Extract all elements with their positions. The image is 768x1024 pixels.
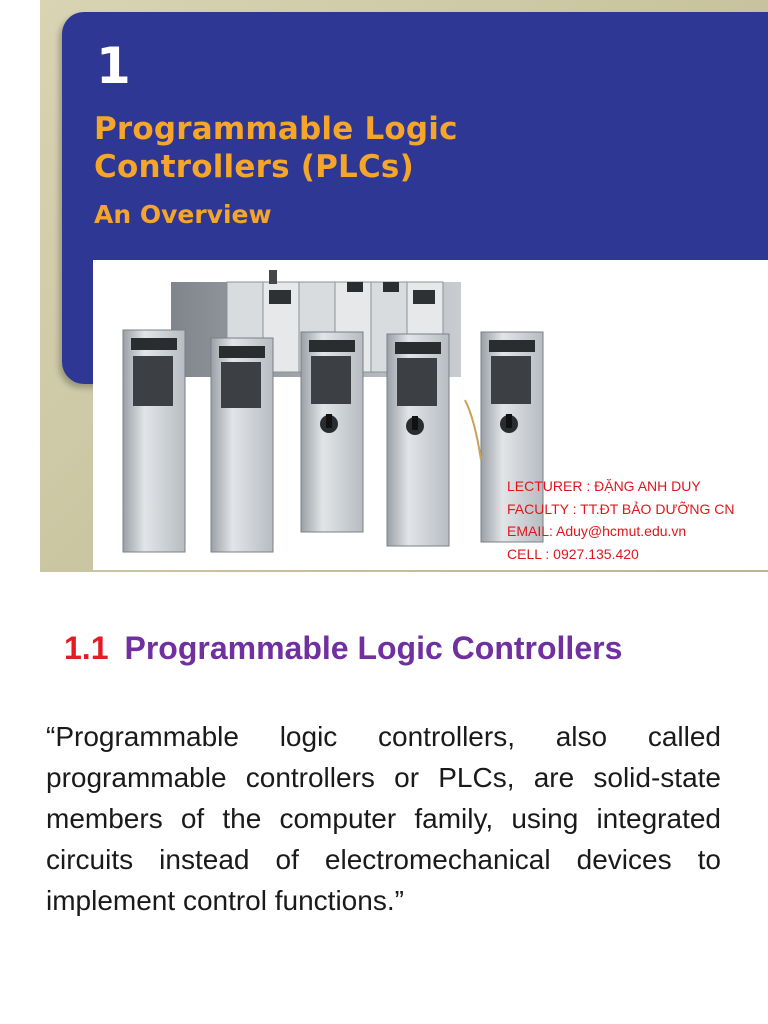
lecturer-name: LECTURER : ĐẶNG ANH DUY — [507, 478, 701, 494]
section-heading — [64, 626, 622, 670]
chapter-title-line-2: Controllers (PLCs) — [94, 149, 414, 185]
lecturer-faculty: FACULTY : TT.ĐT BẢO DƯỠNG CN — [507, 500, 735, 517]
body-quote: “Programmable logic controllers, also called programmable controllers or PLCs, are solid-state members of the computer family, using integrated circuits instead of electromechanical devices to implement control functions.” — [46, 721, 721, 916]
section-number: 1.1 — [64, 630, 109, 666]
chapter-subtitle: An Overview — [94, 200, 272, 229]
lecturer-info — [507, 475, 735, 565]
lecturer-cell: CELL : 0927.135.420 — [507, 545, 639, 562]
plc-module-3 — [301, 332, 363, 532]
lecturer-email: EMAIL: Aduy@hcmut.edu.vn — [507, 523, 687, 539]
plc-module-2 — [211, 338, 273, 552]
chapter-number: 1 — [96, 37, 131, 95]
plc-module-4 — [387, 334, 449, 546]
section-title: Programmable Logic Controllers — [124, 630, 623, 666]
plc-module-1 — [123, 330, 185, 552]
chapter-title — [94, 110, 458, 186]
chapter-title-line-1: Programmable Logic — [94, 111, 458, 147]
